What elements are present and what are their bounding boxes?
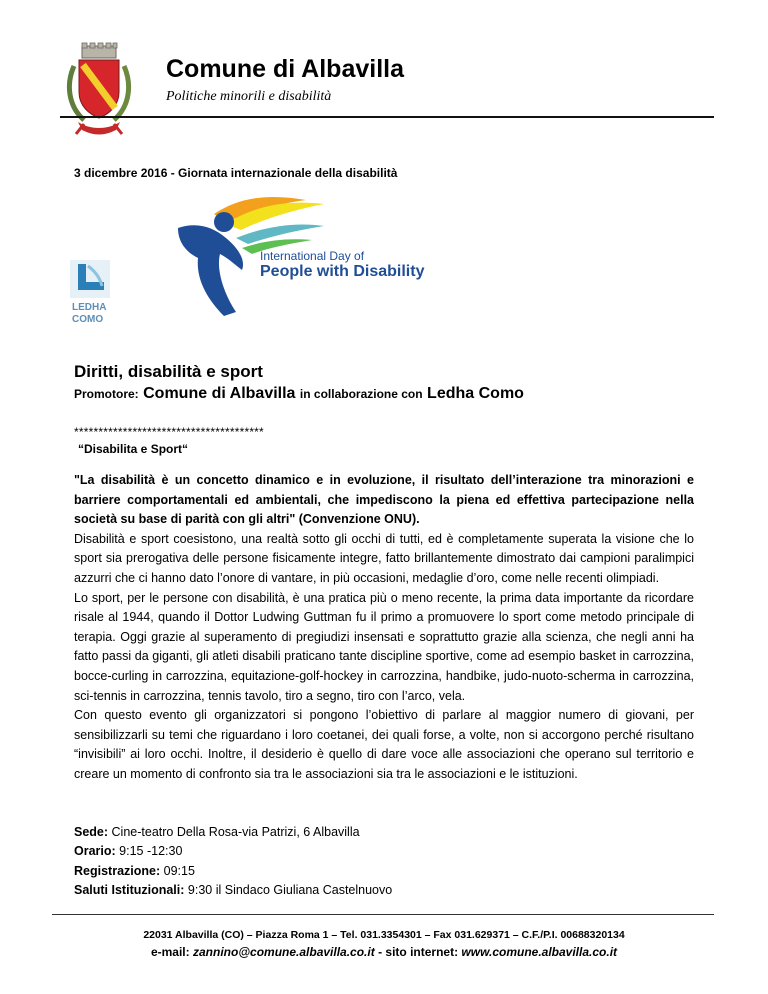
municipal-crest-icon — [64, 40, 134, 138]
subheading: “Disabilita e Sport“ — [78, 442, 189, 456]
separator-stars: *************************************** — [74, 425, 264, 439]
website-link[interactable]: www.comune.albavilla.co.it — [461, 945, 618, 959]
event-details — [74, 823, 392, 901]
promoter-org2: Ledha Como — [427, 385, 524, 402]
greetings-value: 9:30 il Sindaco Giuliana Castelnuovo — [187, 883, 393, 898]
event-date-line: 3 dicembre 2016 - Giornata internazionale della disabilità — [74, 166, 398, 180]
header-divider — [60, 116, 714, 118]
site-label: sito internet: — [385, 945, 459, 959]
time-value: 9:15 -12:30 — [119, 844, 183, 859]
paragraph-2: Lo sport, per le persone con disabilità, è una pratica più o meno recente, la prima data importante da ricordare risale al 1944, quando il Dottor Ludwing Guttman fu il primo a promuovere lo sport come metodo principale di terapia. Oggi grazie al superamento di pregiudizi insensati e soprattutto grazie alla scienza, che negli anni ha fatto passi da giganti, gli atleti disabili praticano tante discipline sportive, come ad esempio basket in carrozzina, bocce-curling in carrozzina, equitazione-golf-hockey in carrozzina, handbike, judo-nuoto-scherma in carrozzina, sci-tennis in carrozzina, tennis tavolo, tiro a segno, tiro con l’arco, vela. — [74, 590, 694, 703]
registration-row — [74, 862, 392, 881]
section-heading: Diritti, disabilità e sport — [74, 362, 263, 381]
time-row — [74, 842, 392, 861]
como-logo-text: COMO — [72, 314, 104, 325]
footer-address: 22031 Albavilla (CO) – Piazza Roma 1 – Tel. 031.3354301 – Fax 031.629371 – C.F./P.I. 00688320134 — [143, 929, 625, 941]
promoter-org1: Comune di Albavilla — [143, 385, 296, 402]
venue-row — [74, 823, 392, 842]
paragraph-3: Con questo evento gli organizzatori si pongono l’obiettivo di parlare al maggior numero di giovani, per sensibilizzarli su temi che riguardano i loro coetanei, dei quali forse, a volte, non si accorgono perché risultano “invisibili” ai loro occhi. Inoltre, il desiderio è quello di dare voce alle associazioni che operano sul territorio e creare un momento di confronto sia tra le associazioni sia tra le associazioni e le istituzioni. — [74, 708, 694, 781]
footer-separator: - — [378, 945, 383, 959]
footer-divider — [52, 914, 714, 915]
body-text — [74, 471, 694, 785]
email-label: e-mail: — [150, 945, 190, 959]
registration-label: Registrazione: — [74, 863, 161, 878]
greetings-row — [74, 881, 392, 900]
banner-line2: People with Disability — [260, 263, 425, 280]
paragraph-1: Disabilità e sport coesistono, una realtà sotto gli occhi di tutti, ed è completamente superata la visione che lo sport sia prerogativa delle persone fisicamente integre, fatto brillantemente dimostrato dai campioni paralimpici azzurri che ci hanno dato l’onore di vantare, in più occasioni, medaglie d’oro, come nelle recenti olimpiadi. — [74, 531, 694, 585]
promoter-line — [74, 385, 524, 403]
venue-label: Sede: — [74, 825, 109, 839]
greetings-label: Saluti Istituzionali: — [74, 883, 185, 898]
ledha-logo-text: LEDHA — [72, 302, 107, 313]
footer-contacts — [0, 945, 768, 959]
promoter-label: Promotore: — [74, 387, 139, 401]
page-subtitle: Politiche minorili e disabilità — [166, 89, 332, 104]
registration-value: 09:15 — [163, 863, 195, 878]
time-label: Orario: — [74, 844, 116, 859]
promoter-connector: in collaborazione con — [299, 387, 423, 401]
email-link[interactable]: zannino@comune.albavilla.co.it — [192, 945, 375, 959]
quote-paragraph: "La disabilità è un concetto dinamico e in evoluzione, il risultato dell’interazione tra minorazioni e barriere comportamentali ed ambientali, che impediscono la piena ed effettiva partecipazione nella società su base di parità con gli altri" (Convenzione ONU). — [74, 473, 694, 527]
banner-line1: International Day of — [260, 249, 365, 263]
page-title: Comune di Albavilla — [166, 55, 405, 83]
venue-value: Cine-teatro Della Rosa-via Patrizi, 6 Albavilla — [111, 825, 360, 839]
event-banner — [66, 186, 446, 328]
